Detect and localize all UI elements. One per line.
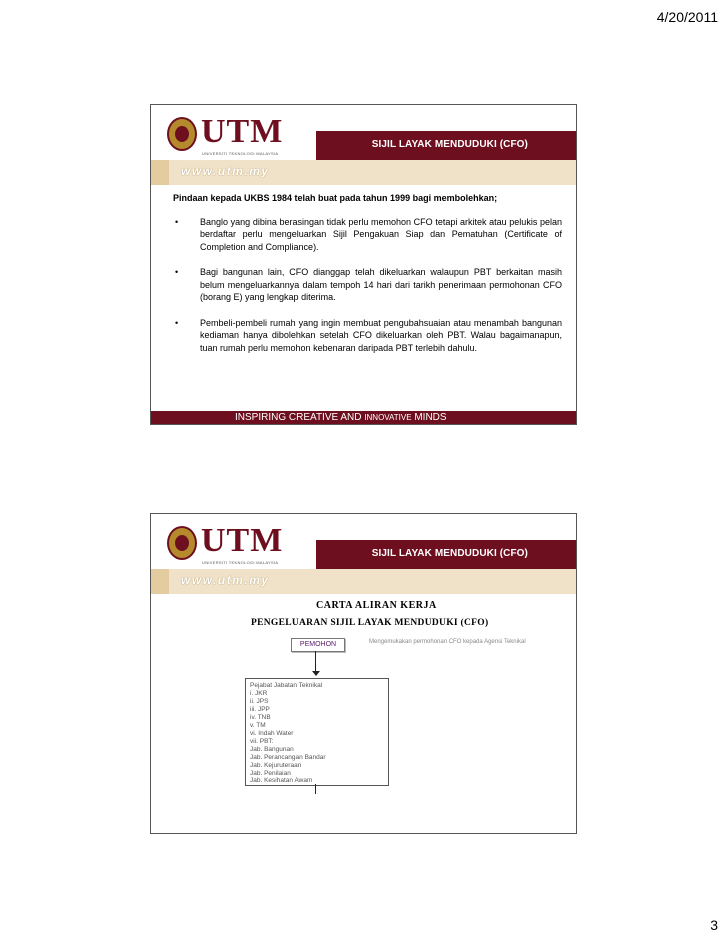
slide-content [151,185,576,354]
slide-header [151,514,576,569]
agency-row: iv. TNB [250,714,271,721]
flowchart [151,594,576,804]
arrow-down-icon [312,671,320,676]
slide-footer: INSPIRING CREATIVE AND INNOVATIVE MINDS [151,411,576,424]
agency-row: vii. PBT: [250,738,274,745]
pemohon-box: PEMOHON [291,638,345,652]
agency-box [245,678,389,786]
website-band [151,569,576,594]
bullet-item: • Banglo yang dibina berasingan tidak perlu memohon CFO tetapi arkitek atau pelukis pelan berdaftar perlu mengeluarkan Sijil Pengakuan Siap dan Pematuhan (Certificate of Completion and Compliance). [175,216,562,252]
bullet-item: • Pembeli-pembeli rumah yang ingin membuat pengubahsuaian atau menambah bangunan kediaman hanya dibolehkan setelah CFO dikeluarkan oleh PBT. Walau bagaimanapun, tuan rumah perlu memohon kebenaran daripada PBT terlebih dahulu. [175,317,562,353]
flowchart-note: Mengemukakan permohonan CFO kepada Agensi Teknikal [369,639,526,645]
print-date: 4/20/2011 [656,9,718,25]
slide-1 [150,104,577,425]
website-band [151,160,576,185]
slide-title: SIJIL LAYAK MENDUDUKI (CFO) [371,139,528,150]
footer-tagline: INSPIRING CREATIVE AND [235,412,365,423]
slide-header [151,105,576,160]
lead-text: Pindaan kepada UKBS 1984 telah buat pada tahun 1999 bagi membolehkan; [173,193,498,203]
bullet-list [173,216,562,355]
flow-arrow [315,784,316,794]
slide-2 [150,513,577,834]
agency-row: Jab. Bangunan [250,746,294,753]
website-url: www.utm.my [181,573,270,587]
header-bar [316,131,576,160]
agency-row: v. TM [250,722,266,729]
utm-emblem-icon [167,526,197,560]
agency-row: vi. Indah Water [250,730,294,737]
utm-emblem-icon [167,117,197,151]
agency-row: Jab. Perancangan Bandar [250,754,326,761]
utm-logo: UTM UNIVERSITI TEKNOLOGI MALAYSIA [167,524,287,568]
page-number: 3 [710,917,718,933]
agency-row: ii. JPS [250,698,269,705]
utm-logo: UTM UNIVERSITI TEKNOLOGI MALAYSIA [167,115,287,159]
agency-row: Pejabat Jabatan Teknikal [250,682,323,689]
agency-row: Jab. Penilaian [250,770,291,777]
slide-title: SIJIL LAYAK MENDUDUKI (CFO) [371,548,528,559]
flowchart-title: CARTA ALIRAN KERJA [316,600,437,611]
agency-row: Jab. Kejuruteraan [250,762,302,769]
flow-arrow [315,651,316,673]
agency-row: iii. JPP [250,706,270,713]
flowchart-subtitle: PENGELUARAN SIJIL LAYAK MENDUDUKI (CFO) [251,618,489,628]
agency-row: i. JKR [250,690,268,697]
agency-row: Jab. Kesihatan Awam [250,777,313,784]
bullet-item: • Bagi bangunan lain, CFO dianggap telah dikeluarkan walaupun PBT berkaitan masih belum mengeluarkannya dalam tempoh 14 hari dari tarikh penerimaan permohonan CFO (borang E) yang lengkap diterima. [175,267,562,302]
header-bar [316,540,576,569]
website-url: www.utm.my [181,164,270,178]
